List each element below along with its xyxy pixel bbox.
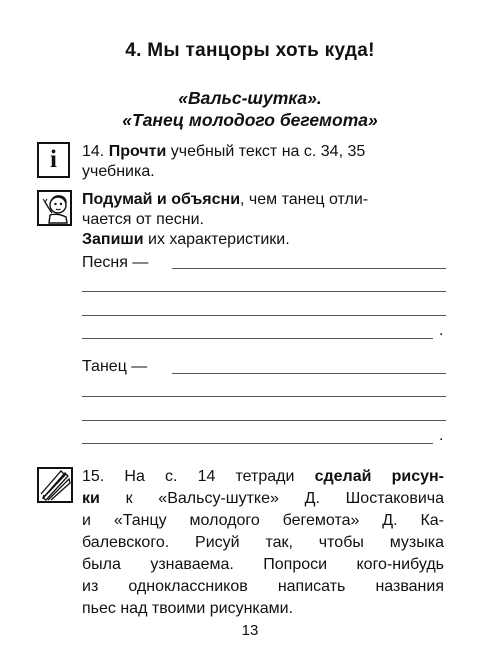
subtitle-hippo-dance: «Танец молодого бегемота» bbox=[122, 110, 378, 130]
think-line3 bbox=[82, 230, 452, 250]
task15-line5: была узнаваема. Попроси кого-нибудь bbox=[82, 556, 444, 573]
task15-verb: сделай рисун- bbox=[314, 468, 444, 485]
song-period: . bbox=[439, 322, 444, 339]
dance-label: Танец — bbox=[82, 358, 148, 375]
task14-verb: Прочти bbox=[108, 143, 167, 160]
chapter-title: 4. Мы танцоры хоть куда! bbox=[125, 40, 375, 61]
task14-text: учебный текст на с. 34, 35 bbox=[170, 143, 366, 160]
task14-number: 14. bbox=[82, 143, 105, 160]
pencils-icon bbox=[37, 467, 73, 503]
dance-answer-line-3[interactable] bbox=[82, 420, 446, 421]
subtitle-waltz: «Вальс-шутка». bbox=[178, 88, 322, 108]
task14-line2: учебника. bbox=[82, 163, 155, 180]
dance-period: . bbox=[439, 427, 444, 444]
dance-answer-line-1[interactable] bbox=[172, 373, 446, 374]
think-verb: Подумай и объясни bbox=[82, 191, 241, 208]
song-answer-line-1[interactable] bbox=[172, 268, 446, 269]
task15-line4: балевского. Рисуй так, чтобы музыка bbox=[82, 534, 444, 551]
info-i-letter: i bbox=[50, 146, 57, 173]
task15-intro: 15. На с. 14 тетради bbox=[82, 468, 295, 485]
think-line2: чается от песни. bbox=[82, 211, 204, 228]
song-answer-line-4[interactable] bbox=[82, 338, 433, 339]
task15-verb-end: ки bbox=[82, 490, 100, 507]
think-text: , чем танец отли- bbox=[240, 191, 369, 208]
write-verb: Запиши bbox=[82, 231, 144, 248]
dance-answer-line-4[interactable] bbox=[82, 443, 433, 444]
think-line1 bbox=[82, 190, 452, 210]
task15-line1 bbox=[82, 467, 444, 487]
page-number: 13 bbox=[241, 622, 259, 639]
write-text: их характеристики. bbox=[148, 231, 290, 248]
task15-line3: и «Танцу молодого бегемота» Д. Ка- bbox=[82, 512, 444, 529]
task15-line6: из одноклассников написать названия bbox=[82, 578, 444, 595]
task15-line7: пьес над твоими рисунками. bbox=[82, 600, 294, 617]
info-i-icon bbox=[37, 142, 70, 178]
song-label: Песня — bbox=[82, 254, 149, 271]
task15-text-2: к «Вальсу-шутке» Д. Шостаковича bbox=[125, 490, 444, 507]
song-answer-line-3[interactable] bbox=[82, 315, 446, 316]
task15-line2 bbox=[82, 489, 444, 509]
thinking-boy-icon bbox=[37, 190, 72, 226]
task14-line1 bbox=[82, 142, 452, 162]
dance-answer-line-2[interactable] bbox=[82, 396, 446, 397]
song-answer-line-2[interactable] bbox=[82, 291, 446, 292]
